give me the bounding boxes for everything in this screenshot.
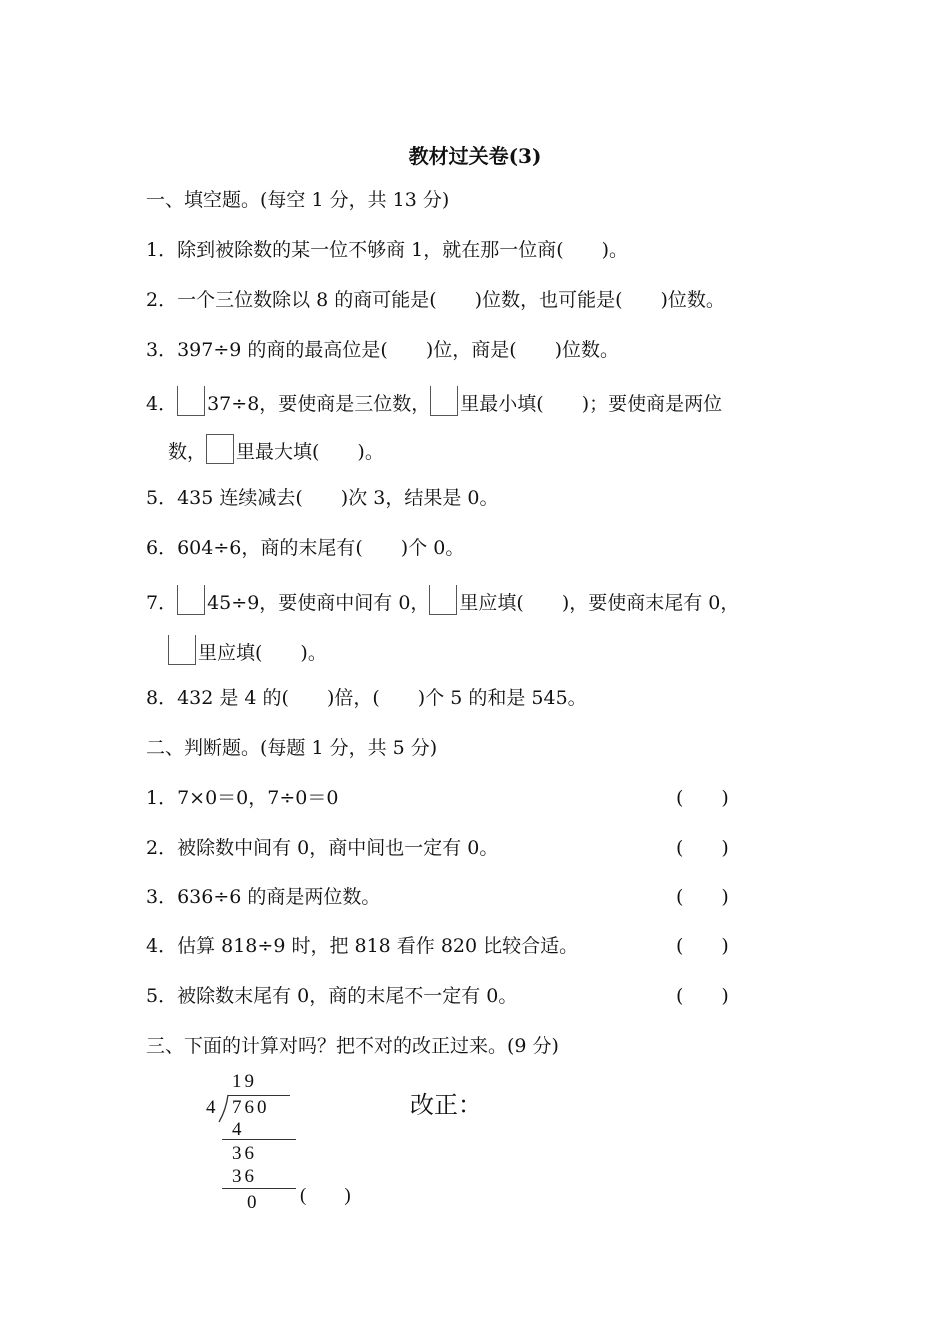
question-7-cont: [168, 635, 327, 665]
question-4-part-c: 数，: [168, 441, 207, 463]
section3-heading: 三、下面的计算对吗？把不对的改正过来。(9 分): [146, 1035, 559, 1057]
question-1: 1．除到被除数的某一位不够商 1，就在那一位商( )。: [146, 239, 629, 261]
question-4-part-a: 37÷8，要使商是三位数，: [207, 393, 431, 415]
judge-item-3: 3．636÷6 的商是两位数。: [146, 886, 381, 908]
judge-answer-2: ( ): [676, 837, 729, 859]
blank-box: [168, 635, 196, 665]
blank-box: [177, 386, 205, 416]
question-4: [146, 386, 722, 416]
question-4-part-d: 里最大填( )。: [236, 441, 384, 463]
judge-item-2: 2．被除数中间有 0，商中间也一定有 0。: [146, 837, 499, 859]
question-6: 6．604÷6，商的末尾有( )个 0。: [146, 537, 465, 559]
division-dividend: 760: [232, 1097, 270, 1118]
correction-label: 改正：: [410, 1091, 482, 1119]
division-remainder: 0: [247, 1192, 260, 1213]
question-4-part-b: 里最小填( )；要使商是两位: [460, 393, 723, 415]
blank-box: [177, 585, 205, 615]
judge-answer-3: ( ): [676, 886, 729, 908]
section2-heading: 二、判断题。(每题 1 分，共 5 分): [146, 737, 438, 759]
division-bar: [228, 1095, 290, 1096]
division-divisor: 4: [206, 1097, 219, 1118]
division-step-3: 36: [232, 1166, 257, 1187]
question-4-number: 4．: [146, 393, 178, 415]
judge-answer-5: ( ): [676, 985, 729, 1007]
question-2: 2．一个三位数除以 8 的商可能是( )位数，也可能是( )位数。: [146, 289, 725, 311]
division-judge-paren: ( ): [300, 1185, 351, 1206]
judge-answer-1: ( ): [676, 787, 729, 809]
question-7-part-a: 45÷9，要使商中间有 0，: [207, 592, 430, 614]
question-7-part-d: 里应填( )。: [198, 642, 327, 664]
blank-box: [430, 386, 458, 416]
question-5: 5．435 连续减去( )次 3，结果是 0。: [146, 487, 499, 509]
division-step-2: 36: [232, 1143, 257, 1164]
blank-box: [206, 434, 234, 464]
blank-box: [429, 585, 457, 615]
division-quotient: 19: [232, 1071, 257, 1092]
question-8: 8．432 是 4 的( )倍，( )个 5 的和是 545。: [146, 687, 587, 709]
division-bracket: [218, 1094, 232, 1124]
question-7: [146, 585, 739, 615]
division-line-1: [222, 1139, 296, 1140]
judge-item-5: 5．被除数末尾有 0，商的末尾不一定有 0。: [146, 985, 518, 1007]
division-line-2: [222, 1188, 296, 1189]
question-4-cont: [168, 434, 384, 464]
question-7-part-b: 里应填( )，要使商末尾有 0，: [459, 592, 740, 614]
judge-item-1: 1．7×0＝0，7÷0＝0: [146, 787, 339, 809]
section1-heading: 一、填空题。(每空 1 分，共 13 分): [146, 189, 450, 211]
judge-item-4: 4．估算 818÷9 时，把 818 看作 820 比较合适。: [146, 935, 579, 957]
question-3: 3．397÷9 的商的最高位是( )位，商是( )位数。: [146, 339, 620, 361]
question-7-number: 7．: [146, 592, 178, 614]
division-step-1: 4: [232, 1119, 245, 1140]
page-title: 教材过关卷(3): [408, 144, 542, 168]
judge-answer-4: ( ): [676, 935, 729, 957]
